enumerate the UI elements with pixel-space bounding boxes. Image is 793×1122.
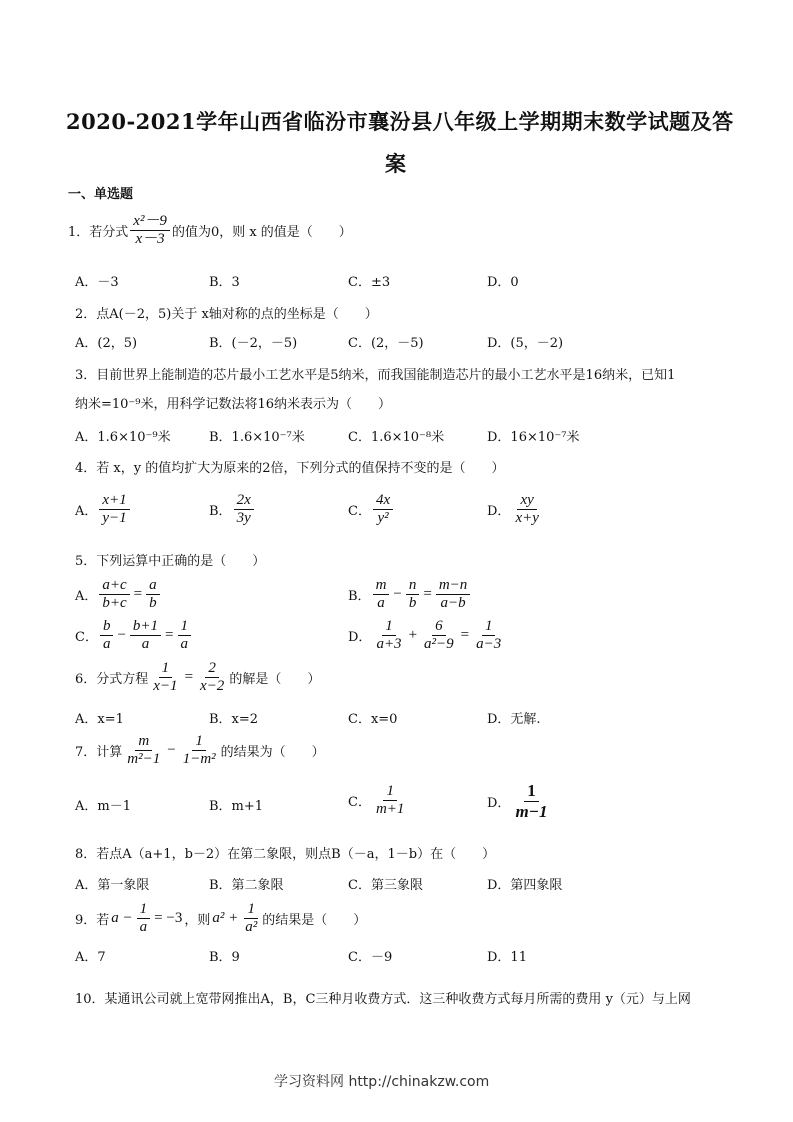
- q7-label-c: C．: [348, 795, 371, 810]
- minus-sign: −: [167, 742, 176, 758]
- q9-option-c: C．－9: [348, 950, 393, 965]
- q5-a-frac1-den: b+c: [102, 595, 127, 611]
- q4-frac-d-num: xy: [517, 493, 536, 510]
- q5-a-frac1-num: a+c: [99, 578, 129, 595]
- q5-d-frac1: [373, 619, 404, 652]
- q1-denominator: x－3: [135, 231, 165, 247]
- q7-option-c: [348, 784, 409, 817]
- q5-a-frac2: [146, 578, 160, 611]
- q7-frac1: [124, 734, 163, 767]
- q5-d-frac2: [421, 619, 457, 652]
- q5-b-frac1-num: m: [373, 578, 390, 595]
- question-2: 2．点A(－2，5)关于 x轴对称的点的坐标是（ ）: [75, 307, 378, 322]
- q7-frac2-num: 1: [192, 734, 206, 751]
- q6-frac2: [197, 661, 227, 694]
- q6-option-b: B．x=2: [209, 712, 259, 727]
- q9-option-d: D．11: [487, 950, 527, 965]
- minus-sign: −: [117, 627, 126, 643]
- q3-option-d: D．16×10⁻⁷米: [487, 430, 580, 445]
- footer-watermark: 学习资料网 http://chinakzw.com: [274, 1074, 490, 1090]
- q4-label-a: A．: [75, 504, 98, 519]
- question-9: [75, 902, 366, 935]
- q9-frac2: [242, 902, 260, 935]
- q5-b-frac1: [373, 578, 390, 611]
- q1-option-a: A．－3: [75, 275, 119, 290]
- q7-frac1-num: m: [135, 734, 152, 751]
- q5-c-frac2-den: a: [141, 636, 150, 652]
- q4-label-d: D．: [487, 504, 511, 519]
- q9-option-b: B．9: [209, 950, 240, 965]
- q6-frac2-num: 2: [205, 661, 219, 678]
- q4-label-c: C．: [348, 504, 371, 519]
- q8-option-a: A．第一象限: [75, 878, 150, 893]
- q7-frac1-den: m²−1: [127, 751, 161, 767]
- question-3-line1: 3．目前世界上能制造的芯片最小工艺水平是5纳米，而我国能制造芯片的最小工艺水平是16纳米，已知1: [75, 368, 676, 383]
- q8-option-d: D．第四象限: [487, 878, 563, 893]
- question-1: [68, 214, 352, 247]
- q7-prefix: 7．计算: [75, 745, 123, 760]
- q1-option-c: C．±3: [348, 275, 391, 290]
- question-6: [75, 661, 320, 694]
- q5-b-frac2-den: b: [408, 595, 417, 611]
- q4-option-a: [75, 493, 132, 526]
- q5-label-a: A．: [75, 589, 98, 604]
- q7-option-a: A．m－1: [75, 799, 131, 814]
- q5-label-d: D．: [348, 630, 372, 645]
- q1-fraction: [130, 214, 170, 247]
- plus-sign: +: [408, 627, 418, 643]
- q9-frac1-num: 1: [137, 902, 151, 919]
- q4-frac-a: [99, 493, 129, 526]
- q5-label-c: C．: [75, 630, 98, 645]
- equals-sign: =: [184, 669, 194, 685]
- q5-b-frac3-num: m−n: [436, 578, 470, 595]
- equals-sign: =: [423, 586, 432, 602]
- q5-d-frac3-num: 1: [482, 619, 496, 636]
- q5-a-frac1: [99, 578, 129, 611]
- q3-option-c: C．1.6×10⁻⁸米: [348, 430, 445, 445]
- q4-label-b: B．: [209, 504, 232, 519]
- q5-d-frac2-num: 6: [432, 619, 446, 636]
- q6-suffix: 的解是（ ）: [229, 672, 321, 687]
- question-5: 5．下列运算中正确的是（ ）: [75, 554, 266, 569]
- q5-c-frac1: [100, 619, 114, 652]
- section-heading: 一、单选题: [68, 187, 134, 202]
- q4-frac-c-den: y²: [377, 510, 389, 526]
- q5-b-frac2: [406, 578, 420, 611]
- q3-option-a: A．1.6×10⁻⁹米: [75, 430, 171, 445]
- q7-option-d: [487, 782, 552, 821]
- q6-frac2-den: x−2: [200, 678, 225, 694]
- q9-lhs: a −: [111, 910, 133, 926]
- q7-suffix: 的结果为（ ）: [220, 745, 325, 760]
- q5-c-frac3-den: a: [180, 636, 189, 652]
- q1-suffix: 的值为0，则 x 的值是（ ）: [171, 225, 352, 240]
- q7-frac-d-num: 1: [524, 782, 539, 802]
- q4-frac-a-num: x+1: [99, 493, 129, 510]
- question-7: [75, 734, 325, 767]
- q1-numerator: x²－9: [130, 214, 170, 231]
- q7-frac-d: [512, 782, 550, 821]
- q9-expr: a² +: [212, 910, 239, 926]
- q7-frac2: [180, 734, 219, 767]
- q5-c-frac2: [130, 619, 161, 652]
- q4-option-c: [348, 493, 395, 526]
- q7-frac2-den: 1−m²: [182, 751, 216, 767]
- q2-option-c: C．(2，－5): [348, 336, 424, 351]
- q7-frac-c-den: m+1: [375, 801, 405, 817]
- q7-frac-c-num: 1: [383, 784, 397, 801]
- q9-option-a: A．7: [75, 950, 106, 965]
- q4-frac-b-den: 3y: [236, 510, 251, 526]
- q5-b-frac3: [436, 578, 470, 611]
- minus-sign: −: [393, 586, 402, 602]
- q9-frac1: [137, 902, 151, 935]
- q1-option-b: B．3: [209, 275, 240, 290]
- q5-d-frac3-den: a−3: [476, 636, 502, 652]
- q5-d-frac2-den: a²−9: [424, 636, 454, 652]
- q5-c-frac1-num: b: [100, 619, 114, 636]
- q9-middle: ，则: [184, 913, 211, 928]
- q5-b-frac3-den: a−b: [440, 595, 466, 611]
- q9-frac2-num: 1: [244, 902, 258, 919]
- q4-frac-b: [234, 493, 254, 526]
- q4-option-d: [487, 493, 544, 526]
- q5-option-d: [348, 619, 506, 652]
- q9-rhs: = −3: [154, 910, 183, 926]
- q8-option-b: B．第二象限: [209, 878, 284, 893]
- q7-option-b: B．m+1: [209, 799, 264, 814]
- q2-option-d: D．(5，－2): [487, 336, 564, 351]
- q3-option-b: B．1.6×10⁻⁷米: [209, 430, 305, 445]
- q4-frac-b-num: 2x: [234, 493, 254, 510]
- q6-frac1-num: 1: [159, 661, 173, 678]
- q9-prefix: 9．若: [75, 913, 110, 928]
- q8-option-c: C．第三象限: [348, 878, 423, 893]
- q4-frac-c: [373, 493, 393, 526]
- q5-c-frac3-num: 1: [178, 619, 192, 636]
- q5-b-frac1-den: a: [377, 595, 385, 611]
- q7-frac-d-den: m−1: [515, 802, 548, 821]
- q6-option-d: D．无解.: [487, 712, 541, 727]
- page-title-line1: 2020-2021学年山西省临汾市襄汾县八年级上学期期末数学试题及答: [66, 109, 734, 134]
- q5-d-frac1-num: 1: [382, 619, 396, 636]
- q7-frac-c: [373, 784, 407, 817]
- question-8: 8．若点A（a+1，b－2）在第二象限，则点B（－a，1－b）在（ ）: [75, 847, 496, 862]
- q1-option-d: D．0: [487, 275, 519, 290]
- q5-c-frac3: [178, 619, 192, 652]
- q6-frac1: [150, 661, 180, 694]
- q5-d-frac1-den: a+3: [376, 636, 402, 652]
- equals-sign: =: [460, 627, 470, 643]
- q4-frac-d-den: x+y: [515, 510, 539, 526]
- q6-frac1-den: x−1: [153, 678, 178, 694]
- question-4: 4．若 x，y 的值均扩大为原来的2倍，下列分式的值保持不变的是（ ）: [75, 461, 505, 476]
- q5-c-frac1-den: a: [102, 636, 111, 652]
- q9-suffix: 的结果是（ ）: [262, 913, 367, 928]
- q5-label-b: B．: [348, 589, 371, 604]
- question-10: 10．某通讯公司就上宽带网推出A，B，C三种月收费方式．这三种收费方式每月所需的费用 y（元）与上网: [75, 992, 691, 1007]
- q5-option-b: [348, 578, 472, 611]
- q5-b-frac2-num: n: [406, 578, 420, 595]
- q4-frac-d: [512, 493, 541, 526]
- q6-prefix: 6．分式方程: [75, 672, 149, 687]
- q5-option-a: [75, 578, 162, 611]
- equals-sign: =: [165, 627, 174, 643]
- q6-option-a: A．x=1: [75, 712, 124, 727]
- q5-a-frac2-num: a: [146, 578, 160, 595]
- q5-option-c: [75, 619, 193, 652]
- q5-a-frac2-den: b: [149, 595, 157, 611]
- q5-c-frac2-num: b+1: [130, 619, 161, 636]
- q1-prefix: 1．若分式: [68, 225, 129, 240]
- q4-frac-c-num: 4x: [373, 493, 393, 510]
- q4-option-b: [209, 493, 256, 526]
- equals-sign: =: [133, 586, 143, 602]
- q5-d-frac3: [473, 619, 504, 652]
- q2-option-a: A．(2，5): [75, 336, 138, 351]
- q9-frac2-den: a²: [245, 919, 258, 935]
- q4-frac-a-den: y−1: [102, 510, 127, 526]
- q7-label-d: D．: [487, 796, 511, 811]
- page-title-line2: 案: [385, 151, 407, 176]
- q6-option-c: C．x=0: [348, 712, 398, 727]
- question-3-line2: 纳米=10⁻⁹米，用科学记数法将16纳米表示为（ ）: [75, 397, 392, 412]
- q9-frac1-den: a: [139, 919, 148, 935]
- q2-option-b: B．(－2，－5): [209, 336, 298, 351]
